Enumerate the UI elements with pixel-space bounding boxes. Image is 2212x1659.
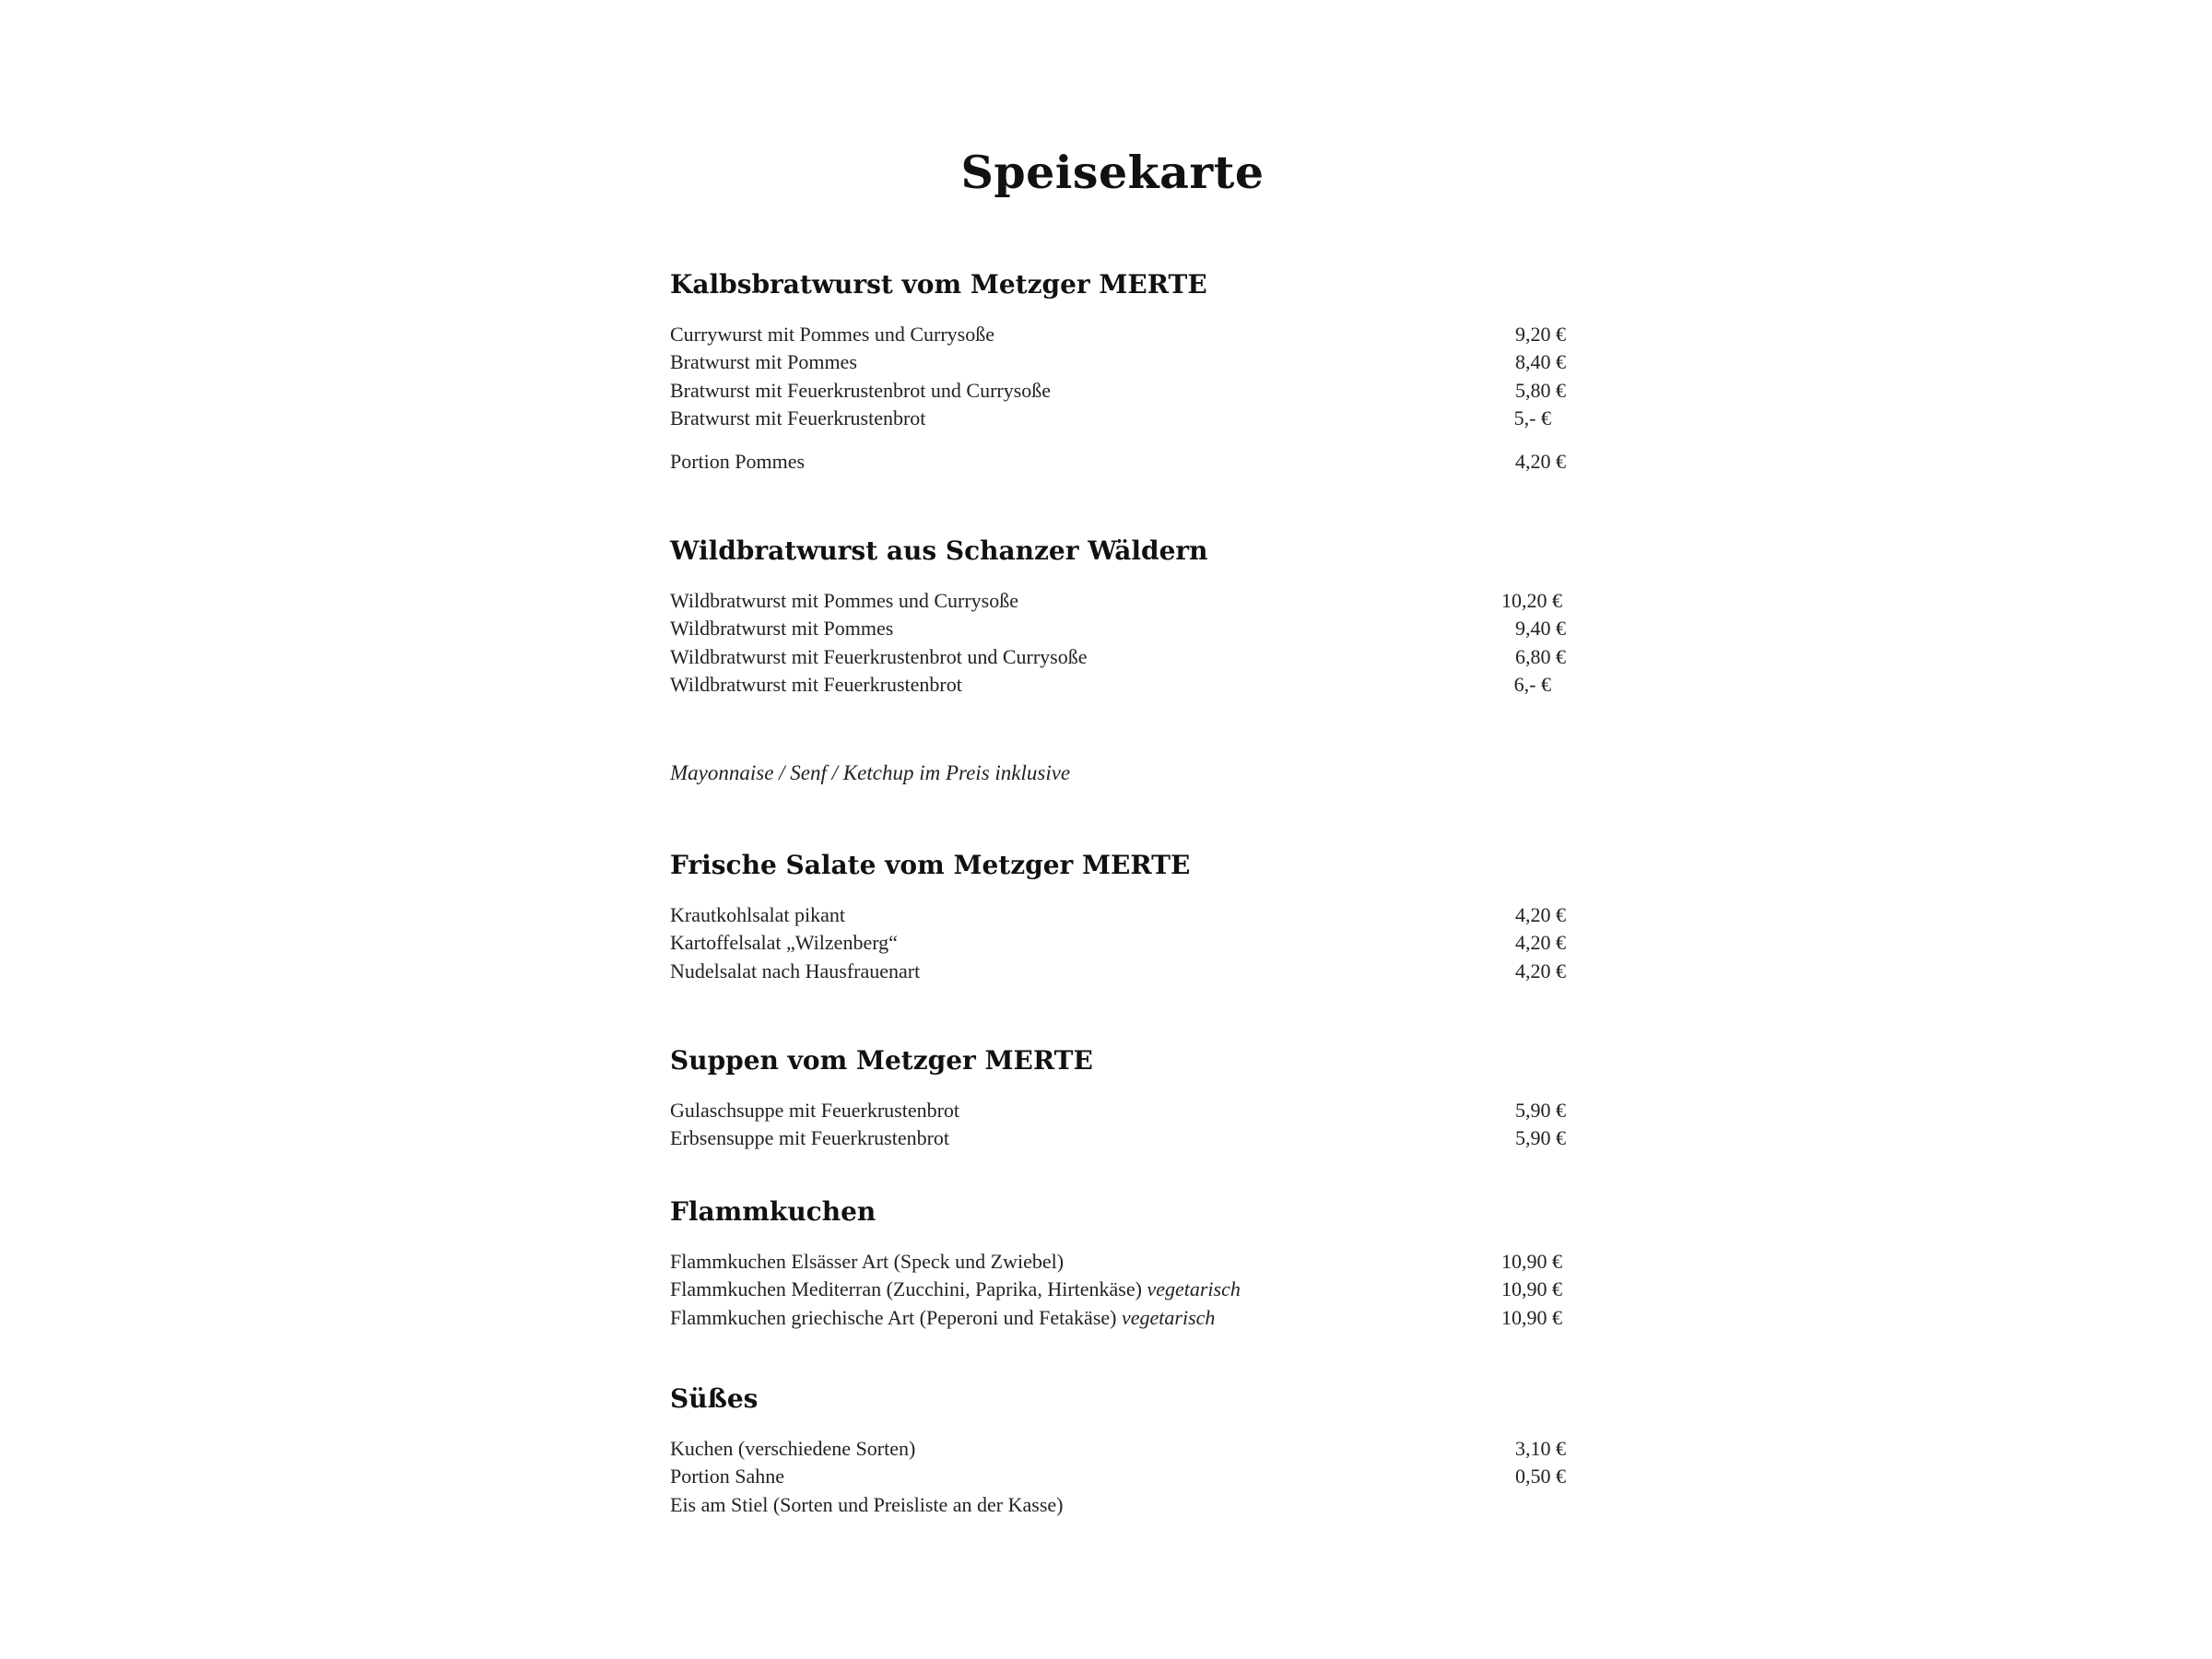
item-name: Bratwurst mit Feuerkrustenbrot bbox=[670, 406, 926, 430]
section-title: Süßes bbox=[670, 1383, 759, 1414]
item-name: Flammkuchen Elsässer Art (Speck und Zwiebel) bbox=[670, 1249, 1065, 1273]
item-name: Wildbratwurst mit Pommes bbox=[670, 617, 894, 641]
section-title: Kalbsbratwurst vom Metzger MERTE bbox=[670, 269, 1207, 300]
item-price: 0,50 € bbox=[1515, 1465, 1566, 1488]
item-price: 6,- € bbox=[1513, 673, 1551, 697]
item-name: Gulaschsuppe mit Feuerkrustenbrot bbox=[670, 1098, 960, 1122]
item-price: 10,20 € bbox=[1501, 588, 1562, 612]
item-price: 5,90 € bbox=[1515, 1126, 1566, 1150]
item-price: 4,20 € bbox=[1515, 902, 1566, 926]
item-price: 9,40 € bbox=[1515, 617, 1566, 641]
condiments-note: Mayonnaise / Senf / Ketchup im Preis inklusive bbox=[670, 761, 1071, 784]
menu-item bbox=[670, 958, 1573, 986]
item-name: Wildbratwurst mit Feuerkrustenbrot bbox=[670, 673, 962, 697]
menu-item bbox=[670, 901, 1573, 930]
menu-section-flammkuchen bbox=[670, 1196, 1573, 1332]
vegetarian-tag: vegetarisch bbox=[1121, 1305, 1216, 1329]
item-name: Portion Pommes bbox=[670, 449, 806, 473]
item-price: 4,20 € bbox=[1515, 931, 1566, 955]
menu-section-suesses bbox=[670, 1383, 1573, 1519]
section-title: Wildbratwurst aus Schanzer Wäldern bbox=[670, 535, 1208, 566]
menu-item bbox=[670, 1491, 1573, 1520]
item-price: 10,90 € bbox=[1501, 1249, 1562, 1273]
item-name: Flammkuchen Mediterran (Zucchini, Paprika, Hirtenkäse) bbox=[670, 1277, 1142, 1301]
menu-item bbox=[670, 448, 1573, 477]
menu-item bbox=[670, 1248, 1573, 1277]
section-title: Suppen vom Metzger MERTE bbox=[670, 1045, 1093, 1076]
page-title: Speisekarte bbox=[960, 146, 1265, 199]
vegetarian-tag: vegetarisch bbox=[1147, 1277, 1241, 1301]
item-name: Wildbratwurst mit Pommes und Currysoße bbox=[670, 588, 1018, 612]
menu-item bbox=[670, 321, 1573, 349]
item-price: 4,20 € bbox=[1515, 449, 1566, 473]
menu-item bbox=[670, 1435, 1573, 1464]
section-title: Flammkuchen bbox=[670, 1196, 877, 1227]
item-name: Portion Sahne bbox=[670, 1465, 785, 1488]
item-name: Flammkuchen griechische Art (Peperoni und Fetakäse) bbox=[670, 1305, 1117, 1329]
item-name: Erbsensuppe mit Feuerkrustenbrot bbox=[670, 1126, 950, 1150]
menu-section-wildbratwurst bbox=[670, 535, 1573, 700]
item-price: 5,- € bbox=[1513, 406, 1551, 430]
menu-item bbox=[670, 1124, 1573, 1153]
item-name-wrapper bbox=[670, 1304, 1215, 1333]
item-name: Eis am Stiel (Sorten und Preisliste an der Kasse) bbox=[670, 1492, 1064, 1516]
menu-section-kalbsbratwurst bbox=[670, 269, 1573, 476]
item-price: 9,20 € bbox=[1515, 322, 1566, 346]
menu-item bbox=[670, 643, 1573, 672]
item-price: 10,90 € bbox=[1501, 1277, 1562, 1301]
menu-item bbox=[670, 348, 1573, 377]
item-name: Bratwurst mit Feuerkrustenbrot und Currysoße bbox=[670, 378, 1052, 402]
menu-section-salate bbox=[670, 850, 1573, 985]
item-name-wrapper bbox=[670, 1276, 1241, 1304]
menu-item bbox=[670, 1097, 1573, 1125]
menu-item bbox=[670, 671, 1573, 700]
menu-item bbox=[670, 1276, 1573, 1304]
item-name: Nudelsalat nach Hausfrauenart bbox=[670, 959, 921, 982]
item-price: 10,90 € bbox=[1501, 1305, 1562, 1329]
item-name: Currywurst mit Pommes und Currysoße bbox=[670, 322, 994, 346]
menu-item bbox=[670, 587, 1573, 616]
section-title: Frische Salate vom Metzger MERTE bbox=[670, 850, 1191, 880]
menu-item bbox=[670, 929, 1573, 958]
menu-item bbox=[670, 615, 1573, 643]
menu-section-suppen bbox=[670, 1045, 1573, 1153]
menu-item bbox=[670, 377, 1573, 406]
item-price: 8,40 € bbox=[1515, 350, 1566, 374]
menu-item bbox=[670, 1463, 1573, 1491]
item-name: Bratwurst mit Pommes bbox=[670, 350, 857, 374]
item-name: Krautkohlsalat pikant bbox=[670, 902, 846, 926]
item-name: Wildbratwurst mit Feuerkrustenbrot und Currysoße bbox=[670, 644, 1088, 668]
item-price: 4,20 € bbox=[1515, 959, 1566, 982]
menu-item bbox=[670, 1304, 1573, 1333]
item-price: 6,80 € bbox=[1515, 644, 1566, 668]
item-name: Kuchen (verschiedene Sorten) bbox=[670, 1436, 916, 1460]
item-name: Kartoffelsalat „Wilzenberg“ bbox=[670, 931, 898, 955]
menu-item bbox=[670, 405, 1573, 433]
item-price: 5,80 € bbox=[1515, 378, 1566, 402]
item-price: 5,90 € bbox=[1515, 1098, 1566, 1122]
menu-page bbox=[670, 0, 1592, 1659]
item-price: 3,10 € bbox=[1515, 1436, 1566, 1460]
